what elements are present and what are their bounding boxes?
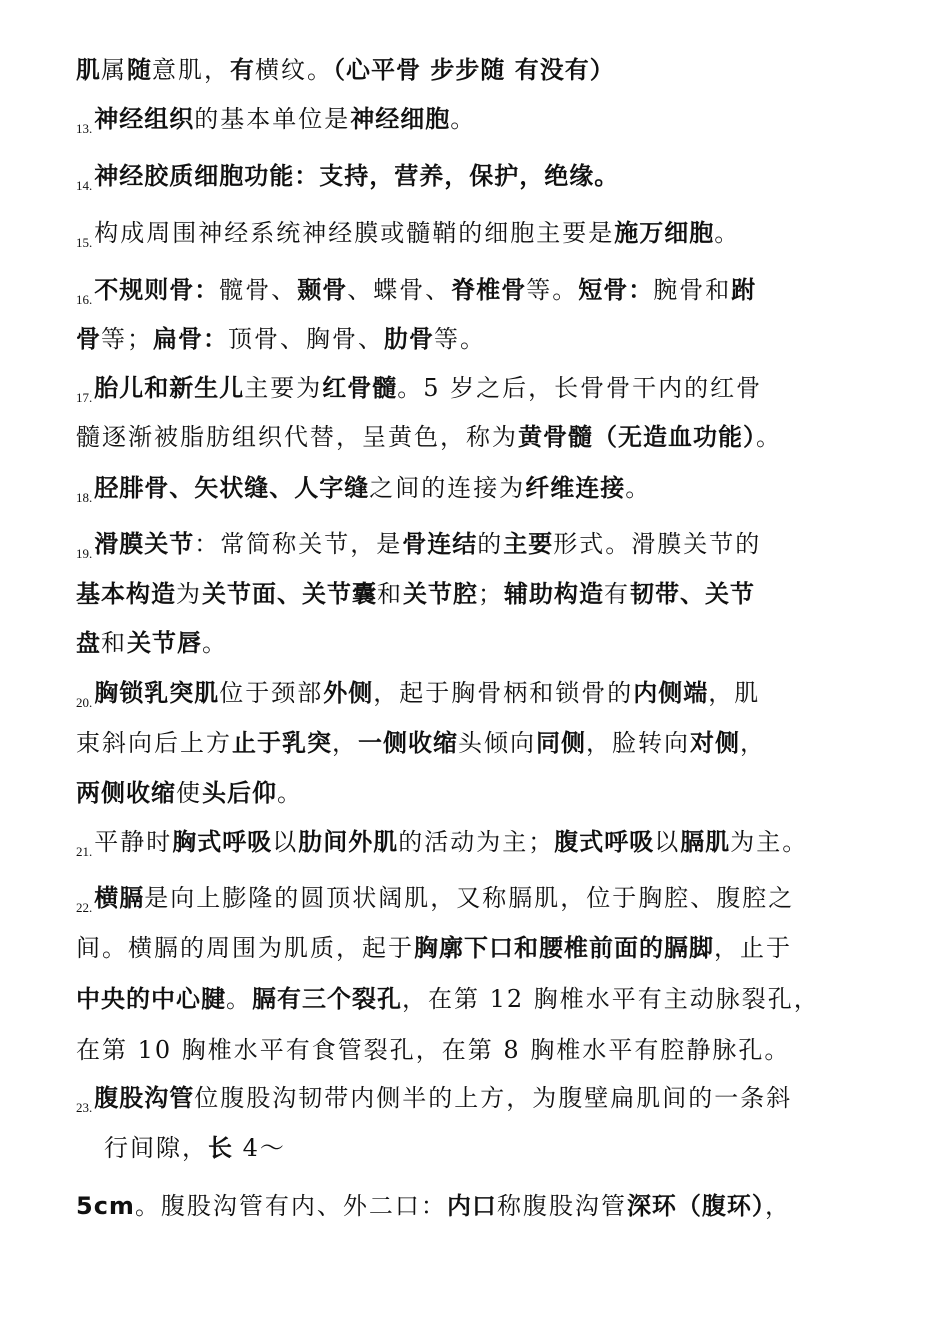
- body-text: 主要为: [244, 374, 323, 402]
- bold-text: 腹式呼吸: [554, 828, 655, 856]
- body-text: 以: [272, 828, 299, 856]
- bold-text: 有: [230, 56, 255, 84]
- text-line: [76, 372, 896, 414]
- body-text: 行间隙，: [104, 1134, 208, 1162]
- body-text: 腕骨和: [653, 276, 732, 304]
- body-text: 构成周围神经系统神经膜或髓鞘的细胞主要是: [94, 219, 615, 247]
- body-text: 在第 10 胸椎水平有食管裂孔，在第 8 胸椎水平有腔静脉孔。: [76, 1036, 791, 1064]
- body-text: 为主。: [730, 828, 809, 856]
- bold-text: 肋骨: [384, 325, 434, 353]
- item-number: 17.: [76, 390, 93, 405]
- bold-text: 胸锁乳突肌: [94, 679, 220, 707]
- bold-text: 胫腓骨、矢状缝、人字缝: [94, 474, 370, 502]
- text-line: [76, 323, 896, 355]
- bold-text: 头后仰: [202, 779, 277, 807]
- text-line: [76, 826, 896, 868]
- bold-text: 肌: [76, 56, 101, 84]
- body-text: ，在第 12 胸椎水平有主动脉裂孔，: [402, 985, 820, 1013]
- body-text: 的基本单位是: [194, 105, 351, 133]
- item-number: 14.: [76, 178, 93, 193]
- bold-text: 腹股沟管: [94, 1084, 195, 1112]
- bold-text: 基本构造: [76, 580, 176, 608]
- text-line: [76, 160, 896, 202]
- text-line: [76, 274, 896, 316]
- body-text: 位腹股沟韧带内侧半的上方，为腹壁扁肌间的一条斜: [194, 1084, 793, 1112]
- text-line: [76, 882, 896, 924]
- body-text: ，: [332, 729, 358, 757]
- bold-text: 不规则骨：: [94, 276, 220, 304]
- bold-text: 纤维连接: [525, 474, 626, 502]
- body-text: 头倾向: [458, 729, 536, 757]
- text-line: [76, 627, 896, 659]
- item-number: 22.: [76, 900, 93, 915]
- body-text: ，起于胸骨柄和锁骨的: [373, 679, 634, 707]
- body-text: ：常简称关节，是: [194, 530, 403, 558]
- bold-text: 跗: [731, 276, 757, 304]
- text-line: [76, 578, 896, 610]
- body-text: 等。: [526, 276, 579, 304]
- item-number: 15.: [76, 235, 93, 250]
- body-text: 。: [714, 219, 741, 247]
- body-text: 束斜向后上方: [76, 729, 232, 757]
- body-text: 。: [625, 474, 652, 502]
- body-text: 平静时: [94, 828, 173, 856]
- text-line: [76, 103, 896, 145]
- bold-text: 脊椎骨: [451, 276, 527, 304]
- body-text: 意肌，: [152, 56, 230, 84]
- body-text: 有: [604, 580, 630, 608]
- bold-text: 胎儿和新生儿: [94, 374, 245, 402]
- body-text: 间。横膈的周围为肌质，起于: [76, 934, 414, 962]
- body-text: 以: [654, 828, 681, 856]
- item-number: 21.: [76, 844, 93, 859]
- bold-text: 滑膜关节: [94, 530, 195, 558]
- text-line: [76, 1034, 896, 1066]
- body-text: ，止于: [714, 934, 792, 962]
- body-text: 顶骨、胸骨、: [228, 325, 384, 353]
- item-number: 19.: [76, 546, 93, 561]
- body-text: ，肌: [708, 679, 761, 707]
- bold-text: 长: [208, 1134, 233, 1162]
- bold-text: 盘: [76, 629, 101, 657]
- bold-text: 扁骨：: [153, 325, 228, 353]
- bold-text: 颞骨: [297, 276, 348, 304]
- text-line: [76, 1190, 896, 1222]
- body-text: 称腹股沟管: [496, 1192, 627, 1220]
- item-number: 23.: [76, 1100, 93, 1115]
- text-line: [76, 932, 896, 964]
- bold-text: 施万细胞: [614, 219, 715, 247]
- text-line: [76, 54, 896, 86]
- bold-text: 红骨髓: [322, 374, 398, 402]
- text-line: [76, 472, 896, 514]
- body-text: 。: [756, 423, 782, 451]
- bold-text: 膈有三个裂孔: [252, 985, 402, 1013]
- body-text: 。腹股沟管有内、外二口：: [134, 1192, 447, 1220]
- item-number: 20.: [76, 695, 93, 710]
- body-text: ，: [740, 729, 766, 757]
- bold-text: 随: [127, 56, 152, 84]
- text-line: [76, 983, 896, 1015]
- body-text: 。: [277, 779, 303, 807]
- body-text: 和: [101, 629, 127, 657]
- bold-text: 胸式呼吸: [172, 828, 273, 856]
- bold-text: 同侧: [536, 729, 586, 757]
- body-text: 形式。滑膜关节的: [553, 530, 762, 558]
- bold-text: 5cm: [76, 1192, 135, 1220]
- bold-text: 黄骨髓（无造血功能）: [518, 423, 756, 451]
- bold-text: 外侧: [323, 679, 374, 707]
- body-text: 是向上膨隆的圆顶状阔肌，又称膈肌，位于胸腔、腹腔之: [144, 884, 795, 912]
- text-line: [76, 528, 896, 570]
- body-text: 。5 岁之后，长骨骨干内的红骨: [397, 374, 763, 402]
- bold-text: 短骨：: [578, 276, 654, 304]
- body-text: 位于颈部: [219, 679, 324, 707]
- body-text: 和: [377, 580, 403, 608]
- item-number: 16.: [76, 292, 93, 307]
- bold-text: 肋间外肌: [298, 828, 399, 856]
- bold-text: 关节唇: [127, 629, 202, 657]
- item-number: 13.: [76, 121, 93, 136]
- body-text: 横纹。: [255, 56, 333, 84]
- item-number: 18.: [76, 490, 93, 505]
- bold-text: 内口: [446, 1192, 497, 1220]
- bold-text: 神经胶质细胞功能：支持，营养，保护，绝缘。: [94, 162, 620, 190]
- bold-text: 中央的中心腱: [76, 985, 226, 1013]
- body-text: 属: [101, 56, 127, 84]
- body-text: ，: [764, 1192, 791, 1220]
- bold-text: 内侧端: [633, 679, 709, 707]
- body-text: ；: [478, 580, 504, 608]
- bold-text: 胸廓下口和腰椎前面的膈脚: [414, 934, 714, 962]
- bold-text: 主要: [503, 530, 554, 558]
- bold-text: 膈肌: [680, 828, 731, 856]
- bold-text: 关节面、关节囊: [202, 580, 377, 608]
- bold-text: 神经组织: [94, 105, 195, 133]
- bold-text: 两侧收缩: [76, 779, 176, 807]
- text-line: [76, 217, 896, 259]
- bold-text: 韧带、关节: [630, 580, 755, 608]
- text-line: [76, 677, 896, 719]
- body-text: 髓逐渐被脂肪组织代替，呈黄色，称为: [76, 423, 518, 451]
- body-text: 使: [176, 779, 202, 807]
- bold-text: 骨: [76, 325, 101, 353]
- bold-text: 骨连结: [402, 530, 478, 558]
- bold-text: 止于乳突: [232, 729, 332, 757]
- body-text: 。: [226, 985, 252, 1013]
- bold-text: 横膈: [94, 884, 145, 912]
- body-text: 为: [176, 580, 202, 608]
- text-line: [76, 727, 896, 759]
- text-line: [104, 1132, 924, 1164]
- bold-text: 辅助构造: [504, 580, 604, 608]
- text-line: [76, 1082, 896, 1124]
- bold-text: 神经细胞: [350, 105, 451, 133]
- body-text: 4～: [233, 1134, 286, 1162]
- text-line: [76, 421, 896, 453]
- body-text: 等；: [101, 325, 153, 353]
- body-text: 、蝶骨、: [347, 276, 452, 304]
- body-text: 的: [477, 530, 504, 558]
- body-text: 。: [450, 105, 477, 133]
- body-text: 等。: [434, 325, 486, 353]
- bold-text: 一侧收缩: [358, 729, 458, 757]
- body-text: 之间的连接为: [369, 474, 526, 502]
- body-text: 。: [202, 629, 228, 657]
- bold-text: （心平骨 步步随 有没有）: [333, 56, 615, 84]
- bold-text: 关节腔: [403, 580, 478, 608]
- body-text: 的活动为主；: [398, 828, 555, 856]
- bold-text: 对侧: [690, 729, 740, 757]
- body-text: 髋骨、: [219, 276, 298, 304]
- bold-text: 深环（腹环）: [626, 1192, 765, 1220]
- body-text: ，脸转向: [586, 729, 690, 757]
- text-line: [76, 777, 896, 809]
